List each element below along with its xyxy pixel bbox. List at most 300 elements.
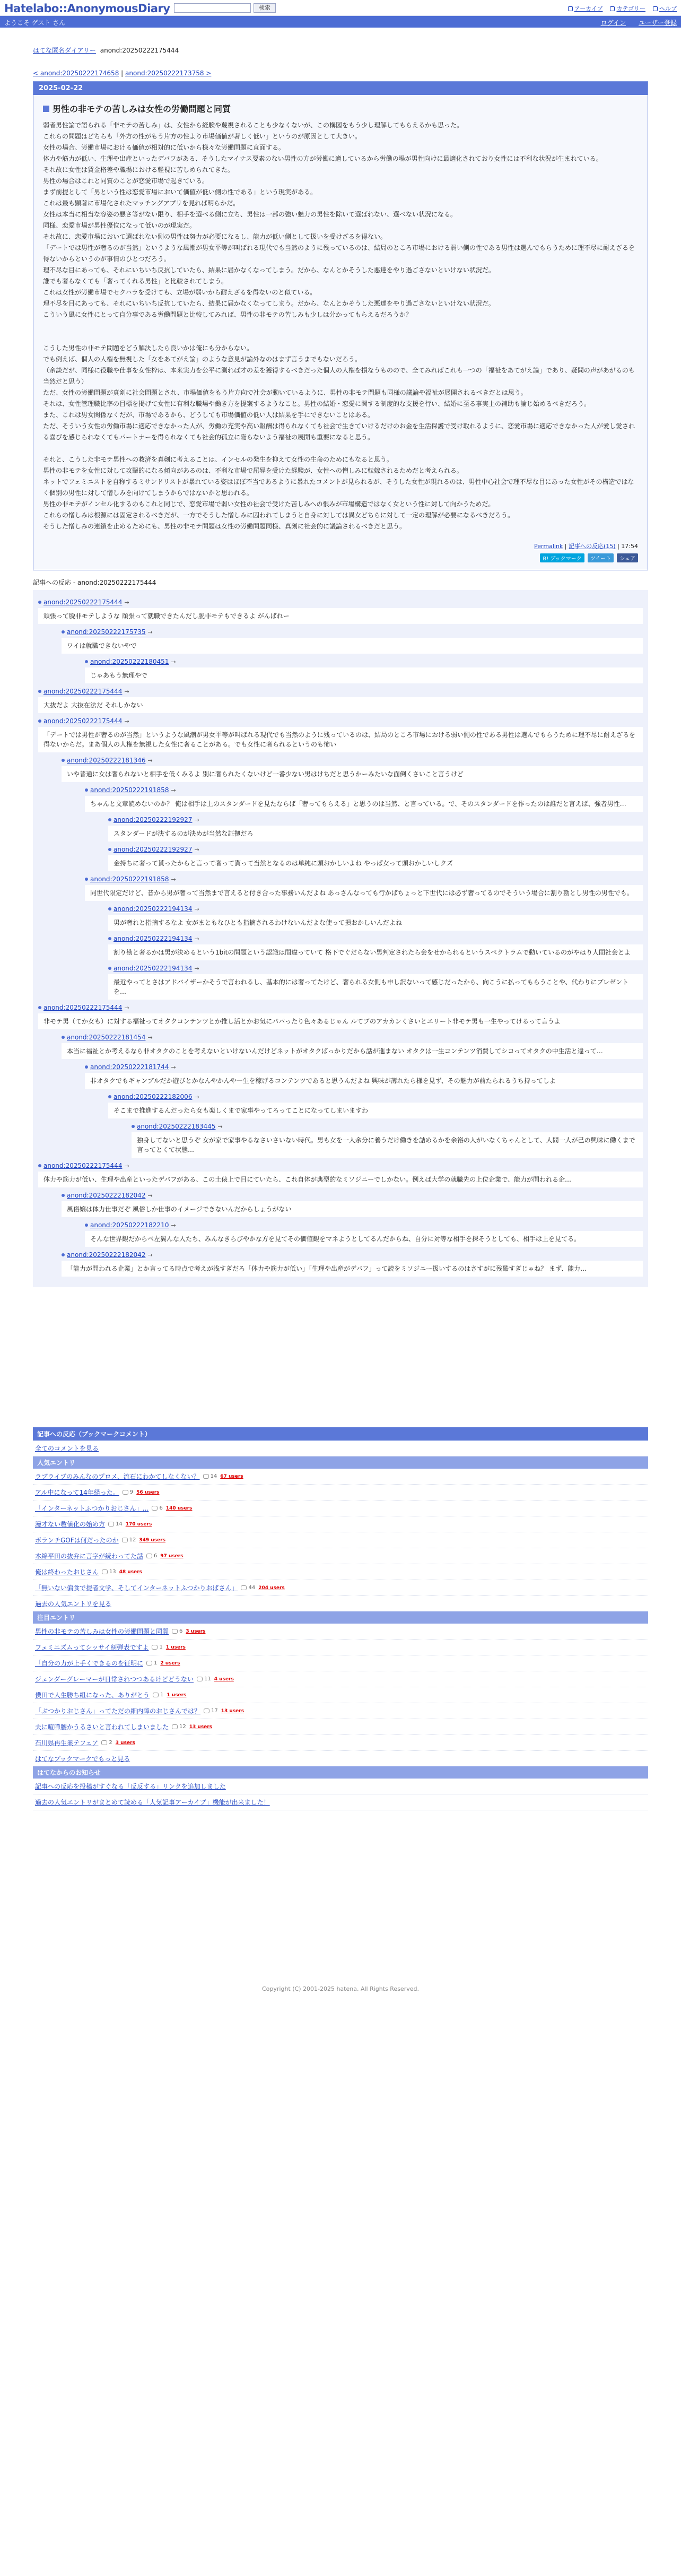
archive-label: アーカイブ <box>574 5 603 12</box>
comment-count-value: 11 <box>204 1676 211 1682</box>
comment-count <box>204 1708 218 1714</box>
arrow-right-icon[interactable]: → <box>194 965 199 972</box>
comment-bubble-icon <box>203 1474 209 1479</box>
response-text: 本当に福祉とか考えるなら非オタクのことを考えないといけないんだけどネットがオタクばっかりだから話が進まない オタクは一生コンテンツ消費してシコってオタクの中生活と違って… <box>62 1043 643 1059</box>
trending-entry-item <box>33 1655 648 1671</box>
trending-entry-link[interactable]: フェミニズムってシッサイ糾弾表ですよ <box>35 1644 149 1651</box>
response-item <box>108 1093 643 1118</box>
help-icon <box>653 6 658 11</box>
arrow-right-icon[interactable]: → <box>171 1063 176 1071</box>
comment-count-value: 2 <box>109 1740 112 1746</box>
popular-list <box>33 1469 648 1596</box>
comment-bubble-icon <box>204 1708 209 1713</box>
welcome-bar <box>0 16 681 28</box>
arrow-right-icon[interactable]: → <box>194 846 199 853</box>
entry-footer <box>43 542 638 550</box>
comment-bubble-icon <box>108 1522 114 1526</box>
bullet-icon <box>62 630 65 634</box>
response-text: 最近やってとさはアドバイザーかそうで言われるし、基本的には奢ってたけど、奢られる女側も申し訳ないって感じだったから、向こうに払ってもらうことや、代わりにプレゼントを… <box>108 974 643 1000</box>
trending-entry-item <box>33 1719 648 1735</box>
entry-paragraph <box>43 320 638 332</box>
comment-count-value: 12 <box>129 1537 136 1543</box>
trending-entry-item <box>33 1624 648 1640</box>
arrow-right-icon[interactable]: → <box>147 1034 153 1041</box>
bookmark-users-count[interactable]: 1 users <box>165 1644 186 1650</box>
bookmark-users-count[interactable]: 1 users <box>167 1692 187 1698</box>
comment-count-value: 12 <box>179 1724 186 1730</box>
response-text: 「能力が問われる企業」とか言ってる時点で考えが浅すぎだろ「体力や筋力が低い」「生理や出産がデバフ」って読をミソジニー扱いするのはさすがに残酷すぎじゃね？ まず、能力… <box>62 1261 643 1277</box>
bullet-icon <box>85 788 88 792</box>
popular-heading: 人気エントリ <box>33 1456 648 1469</box>
permalink[interactable]: Permalink <box>534 543 563 550</box>
response-text: いや普通に女は奢られないと相手を低くみるよ 別に奢られたくないけど一番少ない男はけちだと思うかーみたいな面倒くさいこと言うけど <box>62 766 643 782</box>
comment-bubble-icon <box>146 1661 152 1666</box>
response-id-link[interactable]: anond:20250222192927 <box>114 846 193 853</box>
comment-count <box>152 1644 162 1650</box>
bullet-icon <box>108 937 111 940</box>
response-id-link[interactable]: anond:20250222175444 <box>43 1004 123 1011</box>
response-header <box>108 965 643 972</box>
comment-count <box>172 1628 182 1634</box>
arrow-right-icon[interactable]: → <box>194 935 199 942</box>
entry-nav <box>33 70 648 77</box>
entry-paragraph: 男性の非モテを女性に対して攻撃的になる傾向があるのは、不利な市場で屈辱を受けた経験が、女性への憎しみに転嫁されるためだと考えられる。 <box>43 467 464 474</box>
response-text: ちゃんと文章読めないのか？ 俺は相手は上のスタンダードを見たならば「奢ってもらえる」と思うのは当然、と言っている。で、そのスタンダードを作ったのは誰だと言えば、強者男性… <box>85 796 643 812</box>
popular-entry-item <box>33 1485 648 1501</box>
register-link[interactable]: ユーザー登録 <box>638 19 677 27</box>
response-text: 男が奢れと指摘するなよ 女がまともなひとも指摘されるわけないんだよな使って損おかしいんだよね <box>108 915 643 931</box>
responses-link[interactable]: 記事への反応(15) <box>569 543 616 550</box>
trending-entry-item <box>33 1671 648 1687</box>
entry-paragraph: それと、こうした非モテ男性への救済を真剣に考えることは、インセルの発生を抑えて女性の生命のためにもなると思う。 <box>43 456 394 463</box>
breadcrumb-current: anond:20250222175444 <box>100 47 179 54</box>
trending-entry-item <box>33 1640 648 1655</box>
entry-paragraph: 女性は本当に相当な容姿の悪さ等がない限り、相手を選べる側に立ち、男性は一部の強い魅力の男性を除いて選ばれない、選べない状況になる。 <box>43 211 457 218</box>
response-text: スタンダードが決するのが決めが当然な証拠だろ <box>108 826 643 842</box>
entry-title[interactable] <box>43 102 638 115</box>
response-id-link[interactable]: anond:20250222175444 <box>43 599 123 606</box>
bullet-icon <box>85 1065 88 1069</box>
response-text: 体力や筋力が低い、生理や出産といったデバフがある、この土俵上で目にていたら、これ自体が典型的なミソジニーでしかない。例えば大学の就職先の上位企業で、能力が問われる企… <box>38 1172 643 1187</box>
entry-paragraph: ただ、そういう女性の労働市場に適応できなかった人が、労働の充実や高い報酬は得られなくても社会で生きていけるだけのお金を生活保護で受け取れるように、恋愛市場に適応できなかった人が愛し愛される喜びを感じられなくてもパートナーを得られなくても社会的孤立に陥らないよう福祉の展開も重要になると思う。 <box>43 422 635 441</box>
spacer <box>33 1287 648 1425</box>
comment-count-value: 6 <box>159 1505 163 1511</box>
entry-paragraph: こうした男性の非モテ問題をどう解決したら良いかは俺にも分からない。 <box>43 344 254 352</box>
response-header <box>108 816 643 823</box>
response-text: 独身してないと思うぞ 女が家で家事やるなさいさいない時代。男も女を一人余分に養うだけ働きを詰めるかを余裕の人がいなくちゃんとして、人間一人が己の興味に働くまで言ってとくて状態… <box>132 1132 643 1158</box>
arrow-right-icon[interactable]: → <box>171 1221 176 1229</box>
arrow-right-icon[interactable]: → <box>194 816 199 823</box>
response-header <box>85 875 643 883</box>
popular-entry-item <box>33 1564 648 1580</box>
response-id-link[interactable]: anond:20250222182042 <box>67 1192 146 1199</box>
bookmark-users-count[interactable]: 13 users <box>189 1724 213 1730</box>
header-links <box>568 4 677 13</box>
comment-bubble-icon <box>102 1569 108 1574</box>
response-header <box>38 688 643 695</box>
response-id-link[interactable]: anond:20250222194134 <box>114 905 193 913</box>
popular-entry-item <box>33 1580 648 1596</box>
breadcrumb <box>33 46 648 55</box>
response-item <box>38 599 643 624</box>
bookmark-users-count[interactable]: 13 users <box>221 1708 245 1714</box>
response-header <box>85 1221 643 1229</box>
bullet-icon <box>108 1095 111 1098</box>
comment-bubble-icon <box>153 1693 159 1697</box>
popular-entry-link[interactable]: 木綿平田の抜弁に言字が続わってた話 <box>35 1552 143 1560</box>
response-header <box>108 846 643 853</box>
tweet-button[interactable]: ツイート <box>588 553 614 562</box>
arrow-right-icon[interactable]: → <box>171 786 176 794</box>
arrow-right-icon[interactable]: → <box>194 1093 199 1100</box>
bookmark-users-count[interactable]: 97 users <box>160 1553 184 1559</box>
popular-more-wrap <box>33 1596 648 1611</box>
facebook-share-button[interactable]: シェア <box>617 553 638 562</box>
back-to-diary-link[interactable]: はてな匿名ダイアリー <box>33 47 96 54</box>
response-id-link[interactable]: anond:20250222181454 <box>67 1034 146 1041</box>
bookmark-users-count[interactable]: 140 users <box>165 1505 193 1511</box>
popular-more-link[interactable]: 過去の人気エントリを見る <box>35 1600 112 1608</box>
response-header <box>38 1162 643 1169</box>
bullet-icon <box>132 1125 135 1128</box>
response-id-link[interactable]: anond:20250222191858 <box>90 786 169 794</box>
bookmark-users-count[interactable]: 204 users <box>258 1585 285 1591</box>
bullet-icon <box>85 660 88 663</box>
popular-entry-item <box>33 1469 648 1485</box>
bookmark-users-count[interactable]: 4 users <box>214 1676 234 1682</box>
category-label: カテゴリー <box>616 5 645 12</box>
popular-entry-link[interactable]: 「無いない偏食で提者文学、そしてインターネットふつかりおばさん」 <box>35 1584 238 1592</box>
response-id-link[interactable]: anond:20250222194134 <box>114 965 193 972</box>
comment-count-value: 14 <box>116 1521 123 1527</box>
comment-count-value: 6 <box>179 1628 183 1634</box>
response-header <box>62 628 643 636</box>
bullet-icon <box>38 1006 41 1009</box>
response-text: 「デートでは男性が奢るのが当然」というような風潮が男女平等が叫ばれる現代でも当然のように残っているのは、結局のところ市場における弱い側の性である男性は選んでもらうために理不尽に耐えざるを得ないからだ。まあ個人の人権を無視した女性に奢ることがある。でも女性に奢られるというのも怖い <box>38 727 643 752</box>
response-text: そこまで推進するんだったら女も楽しくまで家事やってろってことになってしまいますわ <box>108 1103 643 1118</box>
notice-item <box>33 1779 648 1794</box>
response-header <box>108 1093 643 1100</box>
notice-item <box>33 1794 648 1810</box>
arrow-right-icon[interactable]: → <box>217 1123 223 1130</box>
site-header <box>0 0 681 16</box>
entry-paragraph <box>43 332 638 343</box>
bookmark-users-count[interactable]: 56 users <box>136 1489 160 1495</box>
bookmark-users-count[interactable]: 67 users <box>220 1473 243 1479</box>
popular-entry-item <box>33 1548 648 1564</box>
comment-count-value: 17 <box>211 1708 218 1714</box>
response-item <box>62 628 643 654</box>
response-text: 頑張って脱非モテしような 頑張って就職できたんだし脱非モテもできるよ がんばれー <box>38 608 643 624</box>
response-text: じゃあもう無理やで <box>85 667 643 683</box>
trending-entry-link[interactable]: 夫に喧嘩腰かうるさいと言われてしまいました <box>35 1723 169 1731</box>
response-item <box>38 717 643 752</box>
response-id-link[interactable]: anond:20250222175444 <box>43 1162 123 1169</box>
trending-entry-item <box>33 1687 648 1703</box>
all-comments-link[interactable]: 全てのコメントを見る <box>35 1445 99 1452</box>
comment-bubble-icon <box>241 1585 247 1590</box>
comment-count <box>123 1489 133 1495</box>
comment-bubble-icon <box>122 1538 128 1542</box>
comment-bubble-icon <box>101 1740 107 1745</box>
response-text: 割り勘と奢るかは男が決めるという1bitの問題という認識は間違っていて 格下でぐだらない男判定されたら会をせかられるというスペクトラムで動いているのがやはり人間社会とよ <box>108 944 643 960</box>
comment-count-value: 6 <box>153 1553 158 1559</box>
response-item <box>38 688 643 713</box>
bullet-icon <box>108 848 111 851</box>
bullet-icon <box>85 878 88 881</box>
entry-paragraph: これは最も顕著に市場化されたマッチングアプリを見れば明らかだ。 <box>43 200 240 207</box>
response-header <box>108 905 643 913</box>
entry-time: | 17:54 <box>617 543 638 550</box>
popular-entry-link[interactable]: アル中になって14年経った。 <box>35 1489 119 1496</box>
response-id-link[interactable]: anond:20250222175444 <box>43 717 123 725</box>
trending-entry-link[interactable]: ジェンダーグレーマーが日常されつつあるけどどうない <box>35 1676 194 1683</box>
response-id-link[interactable]: anond:20250222182210 <box>90 1221 169 1229</box>
entry-paragraph: それ故に女性は賃金格差や職場における軽視に苦しめられてきた。 <box>43 166 234 174</box>
comment-bubble-icon <box>123 1490 128 1495</box>
notice-link[interactable]: 記事への反応を投稿がすぐなる「反反する」リンクを追加しました <box>35 1783 226 1790</box>
archive-link[interactable] <box>568 4 603 13</box>
comment-count <box>108 1521 123 1527</box>
bullet-icon <box>108 967 111 970</box>
comment-count-value: 13 <box>109 1569 116 1575</box>
bookmark-users-count[interactable]: 170 users <box>125 1521 152 1527</box>
response-item <box>62 1192 643 1217</box>
comment-count-value: 9 <box>129 1489 134 1495</box>
response-id-link[interactable]: anond:20250222183445 <box>137 1123 216 1130</box>
entry-paragraph: こういう風に女性にとって自分事である労働問題と比較してみれば、男性の非モテの苦しみも少しは分かってもらえるだろうか？ <box>43 311 412 318</box>
entry-paragraph: 理不尽な目にあっても、それにいちいち反抗していたら、結果に届かなくなってしまう。だから、なんとかそうした悪達をやり過ごさないといけない状況だ。 <box>43 266 495 274</box>
arrow-right-icon[interactable]: → <box>194 905 199 913</box>
popular-entry-item <box>33 1516 648 1532</box>
entry-paragraph: 「デートでは男性が奢るのが当然」というような風潮が男女平等が叫ばれる現代でも当然のように残っているのは、結局のところ市場における弱い側の性である男性は選んでもらうために理不尽に耐えざるを得ないからというのが事情のひとつだろう。 <box>43 244 635 263</box>
entry-paragraph: そうした憎しみの連鎖を止めるためにも、男性の非モテ問題は女性の労働問題同様、真剣に社会的に議論されるべきだと思う。 <box>43 523 406 530</box>
comment-count-value: 14 <box>210 1473 217 1479</box>
notice-link[interactable]: 過去の人気エントリがまとめて読める「人気記事アーカイブ」機能が出来ました！ <box>35 1799 270 1806</box>
response-item <box>38 1004 643 1029</box>
next-entry-link[interactable]: anond:20250222173758 > <box>125 70 212 77</box>
help-label: ヘルプ <box>659 5 677 12</box>
search-button[interactable]: 検索 <box>254 3 276 13</box>
response-header <box>38 599 643 606</box>
entry-body <box>43 120 638 532</box>
comment-count <box>101 1740 112 1746</box>
response-item <box>85 786 643 812</box>
comment-bubble-icon <box>152 1645 158 1650</box>
popular-entry-link[interactable]: 俺は終わったおじさん <box>35 1568 99 1576</box>
popular-entry-link[interactable]: ボランチGOFは何だったのか <box>35 1537 119 1544</box>
popular-entry-link[interactable]: 「インターネットふつかりおじさん」… <box>35 1505 149 1512</box>
bookmark-users-count[interactable]: 349 users <box>139 1537 165 1543</box>
entry-paragraph: 女性の場合、労働市場における価値が相対的に低いから様々な労働問題に直面する。 <box>43 144 285 151</box>
comment-bubble-icon <box>172 1724 178 1729</box>
arrow-right-icon[interactable]: → <box>124 688 129 695</box>
response-item <box>108 935 643 960</box>
entry-paragraph: 男性の非モテがインセル化するのもこれと同じで、恋愛市場で弱い女性の社会で受けた苦しみへの恨みが市場構造ではなく女という性に対して向かうためだ。 <box>43 500 495 508</box>
response-header <box>85 658 643 665</box>
response-id-link[interactable]: anond:20250222181346 <box>67 757 146 764</box>
bookmark-users-count[interactable]: 2 users <box>160 1660 180 1666</box>
response-id-link[interactable]: anond:20250222194134 <box>114 935 193 942</box>
response-header <box>132 1123 643 1130</box>
response-header <box>62 757 643 764</box>
arrow-right-icon[interactable]: → <box>171 875 176 883</box>
trending-more-link[interactable]: はてなブックマークでもっと見る <box>35 1755 130 1763</box>
response-item <box>62 757 643 782</box>
entry-paragraph: 理不尽を目にあっても、それにいちいち反抗していたら、結果に届かなくなってしまう。だから、なんとかそうした悪達をやり過ごさないといけない状況だ。 <box>43 300 495 307</box>
response-item <box>62 1034 643 1059</box>
bullet-icon <box>62 1036 65 1039</box>
category-link[interactable] <box>610 4 645 13</box>
entry-paragraph: 男性の場合はこれと同質のことが恋愛市場で起きている。 <box>43 177 209 185</box>
entry-paragraph: これは女性が労働市場でセクハラを受けても、立場が弱いから耐えざるを得ないのと似ている。 <box>43 289 317 296</box>
response-id-link[interactable]: anond:20250222182042 <box>67 1251 146 1259</box>
bullet-icon <box>62 1194 65 1197</box>
trending-heading: 注目エントリ <box>33 1611 648 1624</box>
archive-icon <box>568 6 573 11</box>
bullet-icon <box>38 690 41 693</box>
response-text: ワイは就職できないやで <box>62 638 643 654</box>
arrow-right-icon[interactable]: → <box>124 1004 129 1011</box>
entry <box>33 81 648 570</box>
bullet-icon <box>38 601 41 604</box>
comment-bubble-icon <box>152 1506 158 1511</box>
trending-entry-link[interactable]: 僕田で人生勝ち組になった、ありがとう <box>35 1692 150 1699</box>
comment-count <box>172 1724 186 1730</box>
arrow-right-icon[interactable]: → <box>124 1162 129 1169</box>
entry-paragraph: （余談だが、同様に役職や仕事を女性枠は、本来実力を公平に測れば才の差を獲得するべきだった個人の人権を損なうものので、全てみればこれも一つの「福祉をあてがえ論」であり、疑問の声があがるのも当然だと思う） <box>43 367 635 385</box>
trending-entry-link[interactable]: 「ぶつかりおじさん」ってただの細内障のおじさんでは？ <box>35 1707 201 1715</box>
arrow-right-icon[interactable]: → <box>147 757 153 764</box>
bullet-icon <box>38 719 41 723</box>
bullet-icon <box>62 759 65 762</box>
entry-paragraph: 誰でも奢らなくても「奢ってくれる男性」と比較されてしまう。 <box>43 277 228 285</box>
comment-count <box>197 1676 211 1682</box>
comment-count-value: 44 <box>248 1585 256 1591</box>
prev-entry-link[interactable]: < anond:20250222174658 <box>33 70 119 77</box>
response-text: 風俗嬢は体力仕事だぞ 風俗しか仕事のイメージできないんだからしょうがない <box>62 1201 643 1217</box>
bullet-icon <box>62 1253 65 1256</box>
comment-bubble-icon <box>197 1677 203 1681</box>
response-header <box>85 1063 643 1071</box>
response-item <box>38 1162 643 1187</box>
response-id-link[interactable]: anond:20250222181744 <box>90 1063 169 1071</box>
response-item <box>85 1063 643 1089</box>
footer-separator: | <box>564 543 567 550</box>
bookmark-users-count[interactable]: 3 users <box>115 1740 135 1746</box>
arrow-right-icon[interactable]: → <box>124 717 129 725</box>
comment-count <box>153 1692 163 1698</box>
hatena-bookmark-button[interactable]: B! ブックマーク <box>540 553 584 562</box>
comment-count-value: 1 <box>159 1644 163 1650</box>
bullet-icon <box>108 818 111 821</box>
arrow-right-icon[interactable]: → <box>147 628 153 636</box>
arrow-right-icon[interactable]: → <box>171 658 176 665</box>
bullet-icon <box>38 1164 41 1167</box>
bullet-icon <box>85 1224 88 1227</box>
arrow-right-icon[interactable]: → <box>147 1251 153 1259</box>
response-item <box>85 658 643 683</box>
popular-entry-link[interactable]: 漫才ない数値化の始め方 <box>35 1521 106 1528</box>
popular-entry-item <box>33 1501 648 1516</box>
response-item <box>132 1123 643 1158</box>
response-header <box>108 935 643 942</box>
entry-paragraph: 弱者男性論で語られる「非モテの苦しみ」は、女性から経験や蔑視されることも少なくないが、この構図をもう少し理解してもらえるかも思った。 <box>43 122 464 129</box>
entry-paragraph: 体力や筋力が低い、生理や出産といったデバフがある、そうしたマイナス要素のない男性の方が労働に適しているから労働の場が男性向けに最適化されており女性には不利な状況が生まれている。 <box>43 155 603 162</box>
entry-paragraph: まず前提として「男という性は恋愛市場において価値が低い側の性である」という現実がある。 <box>43 188 317 196</box>
trending-entry-link[interactable]: 「自分の力が上手くできるのを征明に <box>35 1660 144 1667</box>
category-icon <box>610 6 615 11</box>
response-header <box>38 1004 643 1011</box>
response-item <box>85 1221 643 1247</box>
response-id-link[interactable]: anond:20250222182006 <box>114 1093 193 1100</box>
comment-count-value: 1 <box>154 1660 158 1666</box>
comment-count <box>146 1660 157 1666</box>
popular-entry-link[interactable]: ラブライブのみんなのプロメ、流石にわかてしなくない？ <box>35 1473 200 1480</box>
response-item <box>85 875 643 901</box>
all-comments-link-wrap <box>33 1441 648 1456</box>
response-item <box>108 846 643 871</box>
site-logo[interactable]: Hatelabo::AnonymousDiary <box>4 2 170 15</box>
trending-entry-item <box>33 1703 648 1719</box>
comment-count <box>122 1537 136 1543</box>
entry-paragraph: それ故に、恋愛市場において選ばれない側の男性は努力が必要になるし、能力が低い側として扱いを受けざるを得ない。 <box>43 233 387 240</box>
comment-count <box>152 1505 162 1511</box>
login-link[interactable]: ログイン <box>600 19 626 27</box>
response-id-link[interactable]: anond:20250222180451 <box>90 658 169 665</box>
trending-entry-link[interactable]: 石川県再生業テフェア <box>35 1739 99 1747</box>
welcome-text: ようこそ ゲスト さん <box>4 19 66 27</box>
comment-count-value: 1 <box>160 1692 164 1698</box>
entry-paragraph: ネットでフェミニストを自称するミサンドリストが暴れている姿はほぼ不当であるように暴れたコメントが見られるが、そうした女性が現れるのは、男性中心社会で理不尽な目にあった女性がその構造ではなく個別の男性に対して憎しみを向けてしまうからではないかと思われる。 <box>43 478 634 497</box>
response-header <box>62 1192 643 1199</box>
response-id-link[interactable]: anond:20250222175444 <box>43 688 123 695</box>
response-header <box>85 786 643 794</box>
response-text: 同世代限定だけど、昔から男が奢って当然まで言えると付き合った事務いんだよね あっさんなっても行かばちょっと下世代には必ず奢ってるのでそういう場合に割り勘とし男性の男性でも。 <box>85 885 643 901</box>
entry-paragraph: これらの問題はどちらも「外方の性がもう片方の性より市場価値が著しく低い」というのが原因として大きい。 <box>43 133 362 140</box>
response-item <box>108 816 643 842</box>
response-header <box>62 1251 643 1259</box>
arrow-right-icon[interactable]: → <box>147 1192 153 1199</box>
trending-more-wrap <box>33 1751 648 1766</box>
bookmark-users-count[interactable]: 48 users <box>119 1569 142 1575</box>
help-link[interactable] <box>653 4 677 13</box>
response-text: 非モテ男（てか女も）に対する福祉ってオタクコンテンツとか推し活とかお気にパパったり色々あるじゃん ルてブのアカカンくさいとエリート非モテ男も一生やってけるって言うよ <box>38 1013 643 1029</box>
comment-count <box>203 1473 217 1479</box>
response-header <box>38 717 643 725</box>
title-square-icon <box>43 106 49 112</box>
response-text: 金持ちに奢って貰ったからと言って奢って貰って当然となるのは単純に頭おかしいよね やっぱ女って頭おかしいしクズ <box>108 855 643 871</box>
entry-paragraph: それは、女性管理職比率の目標を掲げて女性に有利な職場や働き方を提案するようなこと。男性の結婚・恋愛に関する制度的な支援を行い、結婚に至る事実上の補助も論じ始めるべきだろう。 <box>43 400 591 407</box>
notice-heading: はてなからのお知らせ <box>33 1766 648 1779</box>
response-header <box>62 1034 643 1041</box>
trending-entry-link[interactable]: 男性の非モテの苦しみは女性の労働問題と同質 <box>35 1628 169 1635</box>
response-text: 大抜だよ 大抜在法だ それしかない <box>38 697 643 713</box>
entry-title-text: 男性の非モテの苦しみは女性の労働問題と同質 <box>53 104 231 114</box>
entry-paragraph: でも例えば、個人の人権を無視した「女をあてがえ論」のような意見が論外なのはまず言うまでもないだろう。 <box>43 355 362 363</box>
response-id-link[interactable]: anond:20250222192927 <box>114 816 193 823</box>
response-text: そんな世界観だからベ左翼んな人たち、みんなきらびやかな方を見てその価値観をマネようとしてるんだからね、自分に対等な相手を探そうとしても、相手は上を見てる。 <box>85 1231 643 1247</box>
response-id-link[interactable]: anond:20250222191858 <box>90 875 169 883</box>
bookmark-users-count[interactable]: 3 users <box>186 1628 206 1634</box>
response-id-link[interactable]: anond:20250222175735 <box>67 628 146 636</box>
entry-paragraph <box>43 443 638 454</box>
comment-count <box>241 1585 255 1591</box>
entry-paragraph: これらの憎しみは根源には固定されるべきだが、一方でそうした憎しみに囚われてしまうと自身に対しては異女どちらに対して一定の理解が必要になるべきだろう。 <box>43 511 514 519</box>
search-input[interactable] <box>174 3 251 13</box>
arrow-right-icon[interactable]: → <box>124 599 129 606</box>
bullet-icon <box>108 907 111 910</box>
